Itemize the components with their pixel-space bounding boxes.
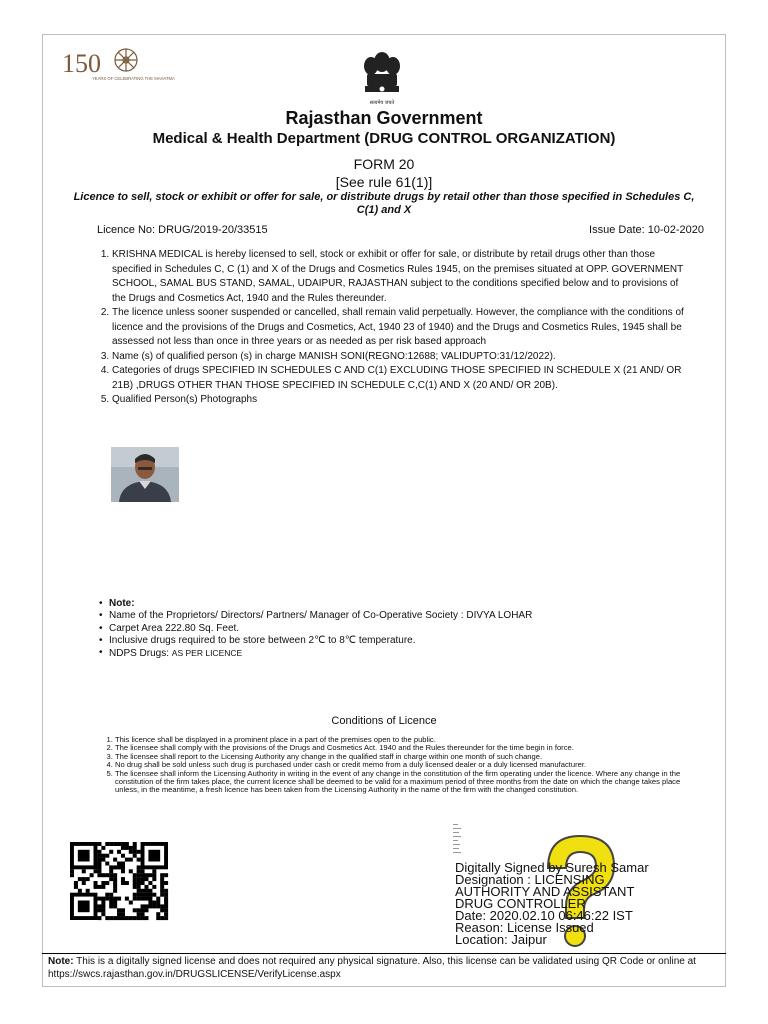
list-item: 1. KRISHNA MEDICAL is hereby licensed to sell, stock or exhibit or offer for sale, or distribute by retail drugs other than those specified in Schedules C, C (1) and X of the Drugs and Cosmetics Rules 1945, on the premises situated at OPP. GOVERNMENT SCHOOL, SAMAL BUS STAND, SAMAL, UDAIPUR, RAJASTHAN subject to the conditions specified below and to provisions of the Drugs and Cosmetics Act, 1940 and the Rules thereunder.: [112, 248, 690, 306]
licence-points: [112, 248, 690, 408]
list-item: 3. Name (s) of qualified person (s) in charge MANISH SONI(REGNO:12688; VALIDUPTO:31/12/2022).: [112, 350, 690, 365]
licence-subtitle: Licence to sell, stock or exhibit or offer for sale, or distribute drugs by retail other than those specified in Schedules C, C(1) and X: [73, 191, 695, 216]
signature-line: Digitally Signed by Suresh Samar: [455, 860, 649, 875]
carpet-area-note: • Carpet Area 222.80 Sq. Feet.: [97, 623, 697, 635]
signature-line: Location: Jaipur: [455, 932, 547, 947]
signature-line: DRUG CONTROLLER: [455, 896, 586, 911]
qr-code[interactable]: [70, 842, 168, 920]
footer-note: Note: This is a digitally signed license and does not required any physical signature. Also, this license can be validated using QR Code or online at https://swcs.rajasthan.gov.in/DRUGSLICENSE/VerifyLicense.aspx: [48, 956, 696, 980]
temperature-note: • Inclusive drugs required to be store between 2℃ to 8℃ temperature.: [97, 635, 697, 647]
signature-marks: [452, 822, 464, 862]
issue-date: Issue Date: 10-02-2020: [589, 224, 704, 236]
list-item: 1. This licence shall be displayed in a prominent place in a part of the premises open to the public.: [115, 736, 695, 744]
notes-list: [97, 598, 697, 660]
list-item: 4. Categories of drugs SPECIFIED IN SCHEDULES C AND C(1) EXCLUDING THOSE SPECIFIED IN SCHEDULE X (21 AND/ OR 21B) ,DRUGS OTHER THAN THOSE SPECIFIED IN SCHEDULE C,C(1) AND X (20 AND/ OR 20B).: [112, 364, 690, 393]
signature-line: Reason: License Issued: [455, 920, 594, 935]
notes-heading: • Note:: [97, 598, 697, 610]
emblem-motto: सत्यमेव जयते: [369, 100, 395, 106]
form-number: FORM 20: [353, 156, 415, 172]
conditions-list: [115, 736, 695, 795]
qualified-person-photo: [111, 447, 179, 502]
ndps-note: • NDPS Drugs: AS PER LICENCE: [97, 647, 697, 660]
list-item: 5. The licensee shall inform the Licensing Authority in writing in the event of any change in the constitution of the firm operating under the licence. Where any change in the constitution of the firm takes place, the current licence shall be deemed to be valid for a maximum period of three months from the date on which the change takes place unless, in the meantime, a fresh licence has been taken from the Licensing Authority in the name of the firm with the changed constitution.: [115, 770, 695, 795]
logo-caption: YEARS OF CELEBRATING THE MAHATMA: [92, 76, 175, 81]
list-item: 4. No drug shall be sold unless such drug is purchased under cash or credit memo from a duly licensed dealer or a duly licensed manufacturer.: [115, 761, 695, 769]
licence-number: Licence No: DRUG/2019-20/33515: [97, 224, 268, 236]
page-title: Rajasthan Government: [285, 108, 483, 128]
list-item: 2. The licensee shall comply with the provisions of the Drugs and Cosmetics Act. 1940 and the Rules thereunder for the time begin in force.: [115, 744, 695, 752]
list-item: 5. Qualified Person(s) Photographs: [112, 393, 690, 408]
signature-line: AUTHORITY AND ASSISTANT: [455, 884, 635, 899]
list-item: 3. The licensee shall report to the Licensing Authority any change in the qualified staff in charge within one month of such change.: [115, 753, 695, 761]
gandhi-150-logo: [62, 42, 175, 96]
list-item: 2. The licence unless sooner suspended or cancelled, shall remain valid perpetually. However, the compliance with the conditions of licence and the provisions of the Drugs and Cosmetics, Act, 1940 23 of 1940) and the Drugs and Cosmetics Rules, 1945 shall be assessed not less than once in three years or as needed as per risk based approach: [112, 306, 690, 350]
digital-signature-block: [455, 862, 715, 946]
signature-line: Date: 2020.02.10 06:46:22 IST: [455, 908, 633, 923]
logo-number: 150: [62, 49, 101, 78]
national-emblem-icon: [357, 50, 407, 110]
signature-line: Designation : LICENSING: [455, 872, 605, 887]
footer-divider: [42, 953, 726, 954]
proprietor-note: • Name of the Proprietors/ Directors/ Partners/ Manager of Co-Operative Society : DIVYA LOHAR: [97, 610, 697, 622]
ndps-value: AS PER LICENCE: [171, 648, 243, 659]
conditions-title: Conditions of Licence: [331, 715, 437, 727]
rule-reference: [See rule 61(1)]: [335, 174, 433, 190]
department-title: Medical & Health Department (DRUG CONTROL ORGANIZATION): [152, 130, 616, 147]
